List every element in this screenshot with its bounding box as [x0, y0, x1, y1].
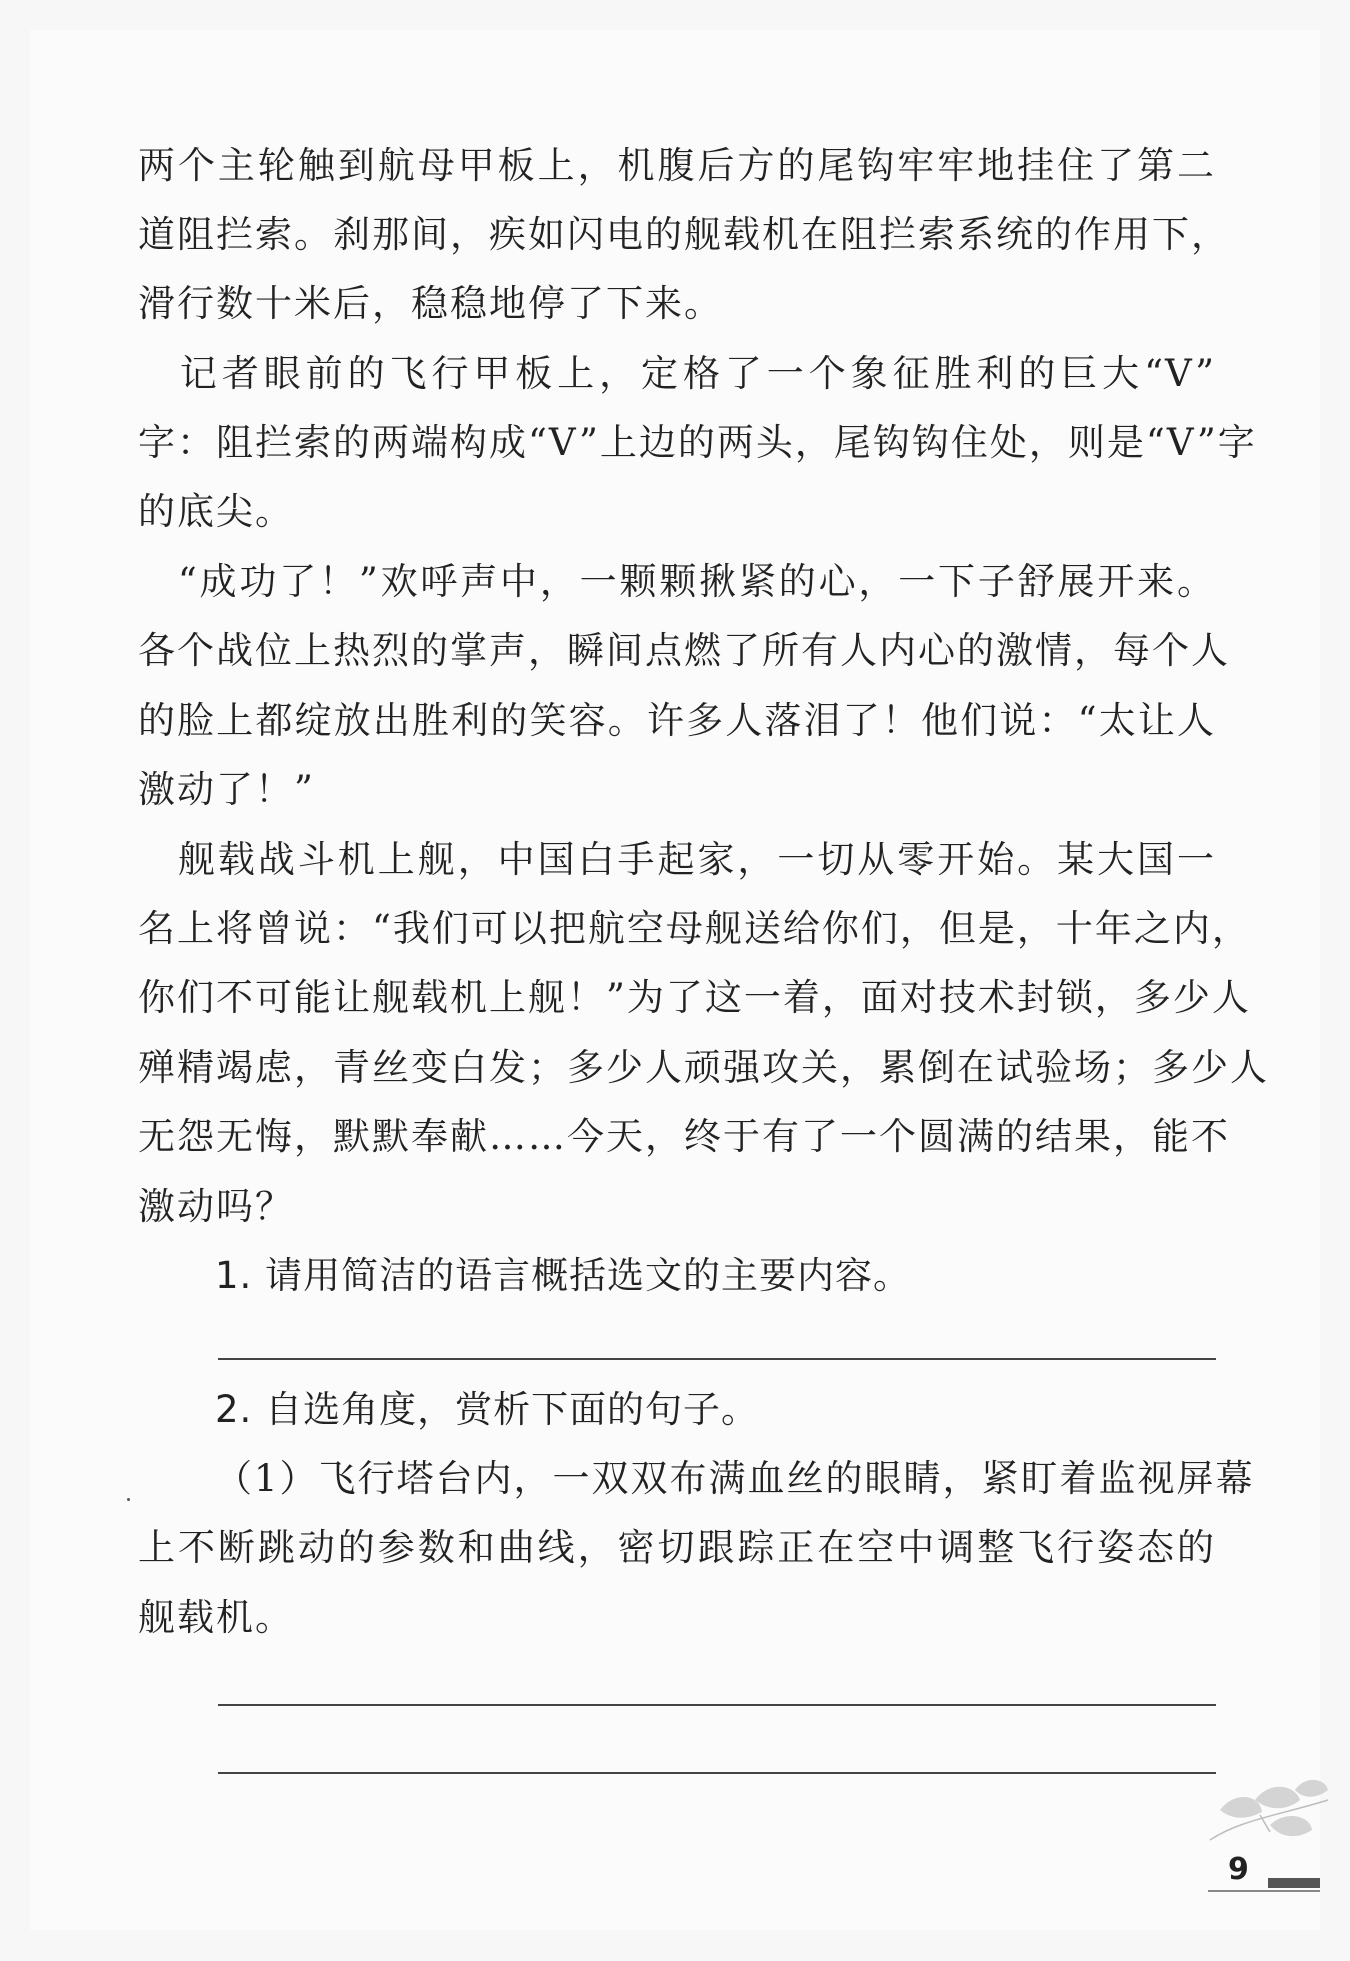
passage-line-9: 的脸上都绽放出胜利的笑容。许多人落泪了！他们说：“太让人 [138, 699, 1216, 742]
question-2: 2. 自选角度，赏析下面的句子。 [215, 1388, 760, 1431]
passage-line-16: 激动吗？ [138, 1185, 294, 1228]
answer-line-q1[interactable] [218, 1358, 1216, 1360]
sentence-1-line-1: （1）飞行塔台内，一双双布满血丝的眼睛，紧盯着监视屏幕 [215, 1457, 1255, 1500]
passage-line-4: 记者眼前的飞行甲板上，定格了一个象征胜利的巨大“V” [138, 352, 1216, 395]
passage-line-10: 激动了！” [138, 768, 315, 811]
passage-line-15: 无怨无悔，默默奉献……今天，终于有了一个圆满的结果，能不 [138, 1115, 1230, 1158]
page-rule [1208, 1890, 1320, 1892]
passage-line-1: 两个主轮触到航母甲板上，机腹后方的尾钩牢牢地挂住了第二 [138, 144, 1216, 187]
passage-line-3: 滑行数十米后，稳稳地停了下来。 [138, 282, 723, 325]
stray-dot [127, 1498, 130, 1501]
passage-line-7: “成功了！”欢呼声中，一颗颗揪紧的心，一下子舒展开来。 [138, 560, 1216, 603]
question-1: 1. 请用简洁的语言概括选文的主要内容。 [215, 1254, 912, 1297]
passage-line-2: 道阻拦索。刹那间，疾如闪电的舰载机在阻拦索系统的作用下， [138, 213, 1230, 256]
passage-line-6: 的底尖。 [138, 490, 294, 533]
sentence-1-line-2: 上不断跳动的参数和曲线，密切跟踪正在空中调整飞行姿态的 [138, 1526, 1216, 1569]
passage-line-14: 殚精竭虑，青丝变白发；多少人顽强攻关，累倒在试验场；多少人 [138, 1046, 1269, 1089]
passage-line-12: 名上将曾说：“我们可以把航空母舰送给你们，但是，十年之内， [138, 907, 1251, 950]
leaf-decoration-icon [1200, 1770, 1330, 1850]
answer-line-q2-1[interactable] [218, 1704, 1216, 1706]
page-number: 9 [1228, 1852, 1249, 1887]
passage-line-8: 各个战位上热烈的掌声，瞬间点燃了所有人内心的激情，每个人 [138, 629, 1230, 672]
passage-line-13: 你们不可能让舰载机上舰！”为了这一着，面对技术封锁，多少人 [138, 976, 1251, 1019]
page-tab [1268, 1878, 1320, 1888]
passage-line-11: 舰载战斗机上舰，中国白手起家，一切从零开始。某大国一 [138, 838, 1216, 881]
passage-line-5: 字：阻拦索的两端构成“V”上边的两头，尾钩钩住处，则是“V”字 [138, 421, 1257, 464]
answer-line-q2-2[interactable] [218, 1772, 1216, 1774]
sentence-1-line-3: 舰载机。 [138, 1596, 294, 1639]
